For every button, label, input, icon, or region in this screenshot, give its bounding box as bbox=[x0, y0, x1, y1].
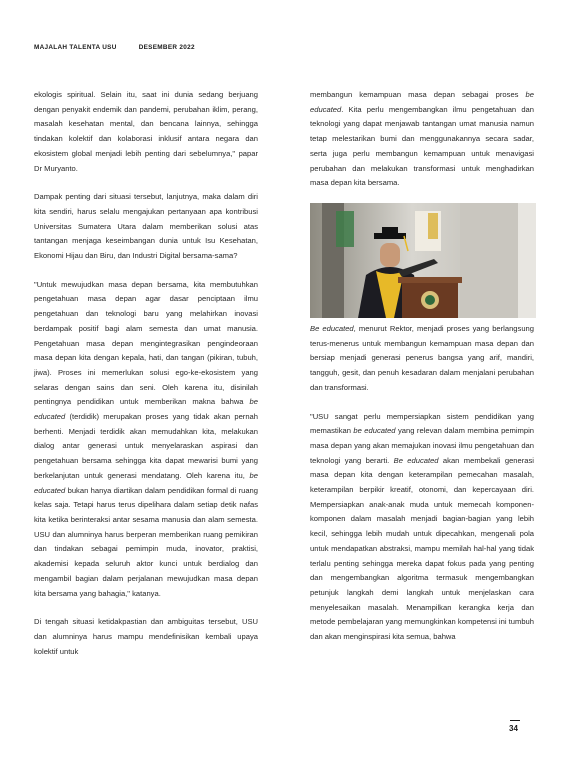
text-run: "USU sangat perlu mempersiapkan sistem pendidikan yang memastikan bbox=[310, 411, 534, 436]
paragraph: Dampak penting dari situasi tersebut, lanjutnya, maka dalam diri kita sendiri, harus selalu mengajukan pertanyaan apa kontribusi Universitas Sumatera Utara dalam memberikan solusi atas tantangan menjaga keseimbangan dunia untuk Isu Kesehatan, Ekonomi Hijau dan Biru, dan Industri Digital bersama-sama? bbox=[34, 192, 258, 261]
text-run: akan membekali generasi masa depan kita dengan keterampilan pemecahan masalah, keterampilan berpikir kreatif, otonomi, dan kepercayaan diri. Mempersiapkan anak-anak muda untuk memecah komponen-komponen dalam masalah menjadi bagian-bagian yang lebih kecil, sehingga lebih mudah untuk dipecahkan, mengenali pola untuk mendapatkan abstraksi, mampu memilah hal-hal yang tidak terlalu penting sehingga mereka dapat fokus pada yang penting dan mengembangkan algoritma termasuk mengembangkan petunjuk langkah demi langkah untuk menjelaskan cara menyelesaikan masalah. Menampilkan kerangka kerja dan metode pembelajaran yang memungkinkan kompetensi ini tumbuh dan akan menginspirasi kita semua, bahwa bbox=[310, 455, 534, 642]
text-run: membangun kemampuan masa depan sebagai proses bbox=[310, 90, 526, 99]
paragraph bbox=[310, 322, 534, 396]
issue-date: DESEMBER 2022 bbox=[138, 44, 195, 51]
paragraph: ekologis spiritual. Selain itu, saat ini dunia sedang berjuang dengan penyakit endemik dan pandemi, perubahan iklim, perang, masalah kesehatan mental, dan bencana lainnya, sehingga tindakan kolektif dan kolaborasi inklusif antara negara dan ekosistem global menjadi lebih penting dari sebelumnya," papar Dr Muryanto. bbox=[34, 90, 258, 173]
text-run: "Untuk mewujudkan masa depan bersama, kita membutuhkan pengetahuan masa depan agar dasar penciptaan ilmu pengetahuan dan teknologi baru yang melahirkan inovasi berdampak positif bagi alam semesta dan umat manusia. Pengetahuan masa depan mengintegrasikan pengindeoraan masa depan kita dengan kepala, hati, dan tangan (pikiran, tubuh, jiwa). Proses ini memerlukan solusi ego-ke-ekosistem yang selaras dengan sains dan seni. Oleh karena itu, disinilah pentingnya pendidikan untuk memberikan makna bahwa bbox=[34, 279, 258, 407]
text-run: , menurut Rektor, menjadi proses yang berlangsung terus-menerus untuk membangun kemampuan masa depan dan bersiap menjadi generasi penerus bangsa yang arif, mandiri, tangguh, gesit, dan penuh kesadaran dalam menjalani perubahan dan transformasi. bbox=[310, 324, 534, 392]
paragraph bbox=[34, 278, 258, 601]
italic-term: be educated bbox=[310, 90, 534, 114]
text-run: . Kita perlu mengembangkan ilmu pengetahuan dan teknologi yang dapat menjawab tantangan umat manusia namun tetap melestarikan bumi dan menggunakannya secara sadar, serta juga perlu membangun kemampuan untuk menavigasi perubahan dan melakukan transformasi untuk menghadirkan masa depan kita bersama. bbox=[310, 104, 534, 188]
italic-term: be educated bbox=[34, 470, 258, 495]
italic-term: Be educated bbox=[393, 455, 439, 465]
page-number: 34 bbox=[509, 724, 518, 733]
right-column-top bbox=[310, 88, 534, 205]
right-column-bottom bbox=[310, 322, 534, 659]
left-column bbox=[34, 88, 258, 673]
publication-name: MAJALAH TALENTA USU bbox=[34, 44, 117, 51]
paragraph bbox=[310, 88, 534, 191]
rector-speech-photo bbox=[310, 203, 536, 318]
text-run: yang relevan dalam membina pemimpin masa depan yang akan memajukan inovasi ilmu pengetahuan dan teknologi yang berarti. bbox=[310, 426, 534, 465]
page-number-rule bbox=[510, 720, 520, 721]
paragraph: Di tengah situasi ketidakpastian dan ambiguitas tersebut, USU dan alumninya harus mampu mendefinisikan kembali upaya kolektif untuk bbox=[34, 617, 258, 656]
paragraph bbox=[310, 410, 534, 645]
italic-term: be educated bbox=[34, 397, 258, 422]
photo-illustration bbox=[310, 203, 536, 318]
text-run: bukan hanya diartikan dalam pendidikan formal di ruang kelas saja. Tetapi harus terus dipelihara dalam setiap detik nafas kita ketika berinteraksi antar sesama manusia dan alam semesta. USU dan alumninya harus berperan memberikan ruang pemikiran dan tindakan sebagai pemimpin muda, inovator, praktisi, akademisi kepada seluruh aktor kunci untuk berdialog dan mengambil bagian dalam perjalanan mewujudkan masa depan kita bersama yang bahagia," katanya. bbox=[34, 485, 258, 598]
text-run: (terdidik) merupakan proses yang tidak akan pernah berhenti. Menjadi terdidik akan memudahkan kita, melakukan dialog antar generasi untuk menyelaraskan aspirasi dan pengetahuan bersama sehingga kita dapat mewarisi bumi yang berkelanjutan untuk generasi mendatang. Oleh karena itu, bbox=[34, 412, 258, 480]
italic-term: be educated bbox=[353, 426, 396, 436]
running-header bbox=[34, 44, 215, 51]
italic-term: Be educated bbox=[310, 324, 354, 333]
